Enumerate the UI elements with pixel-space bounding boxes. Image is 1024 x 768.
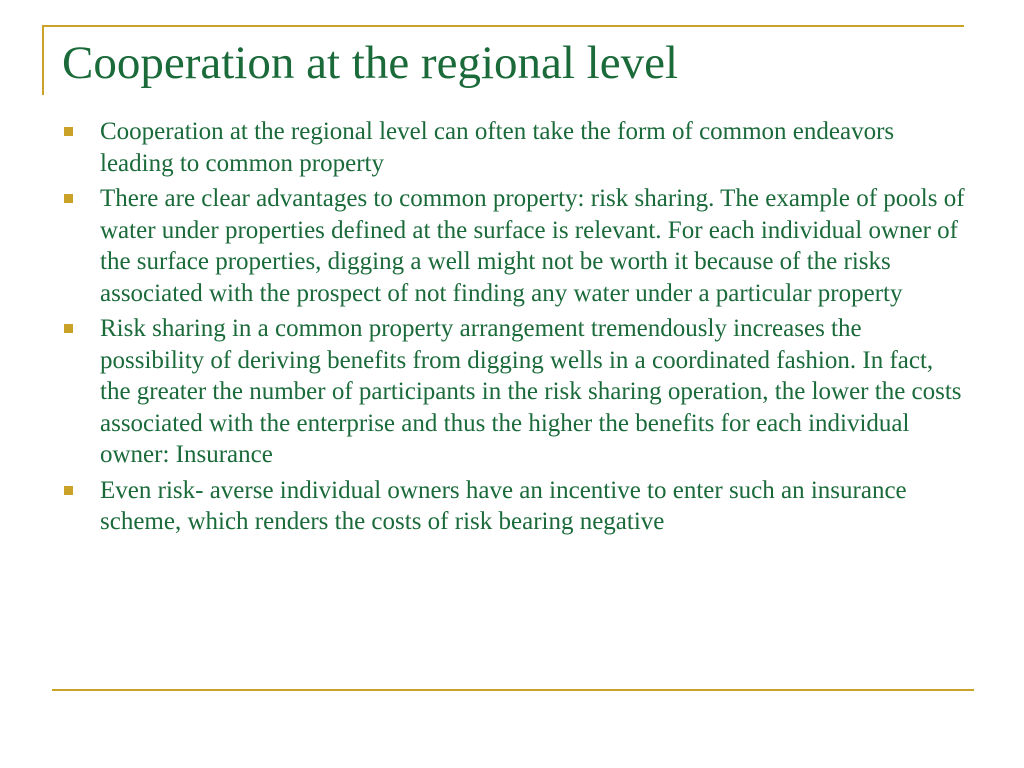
- slide-title: Cooperation at the regional level: [62, 37, 679, 89]
- bullet-item: [62, 116, 967, 179]
- bullet-text: There are clear advantages to common property: risk sharing. The example of pools of water under properties defined at the surface is relevant. For each individual owner of the surface properties, digging a well might not be worth it because of the risks associated with the prospect of not finding any water under a particular property: [100, 185, 965, 307]
- bullet-text: Risk sharing in a common property arrangement tremendously increases the possibility of deriving benefits from digging wells in a coordinated fashion. In fact, the greater the number of participants in the risk sharing operation, the lower the costs associated with the enterprise and thus the higher the benefits for each individual owner: Insurance: [100, 315, 962, 468]
- bullet-square-icon: [64, 127, 73, 136]
- bullet-item: [62, 475, 967, 538]
- bullet-text: Even risk- averse individual owners have an incentive to enter such an insurance scheme, which renders the costs of risk bearing negative: [100, 476, 907, 535]
- bullet-square-icon: [64, 324, 73, 333]
- bullet-item: [62, 313, 967, 471]
- bullet-item: [62, 183, 967, 309]
- bullet-list: [62, 116, 967, 542]
- bullet-square-icon: [64, 194, 73, 203]
- bullet-text: Cooperation at the regional level can often take the form of common endeavors leading to common property: [100, 118, 895, 177]
- frame-top-rule: [42, 25, 964, 27]
- bullet-square-icon: [64, 486, 73, 495]
- frame-bottom-rule: [52, 689, 974, 691]
- frame-left-rule: [42, 25, 44, 95]
